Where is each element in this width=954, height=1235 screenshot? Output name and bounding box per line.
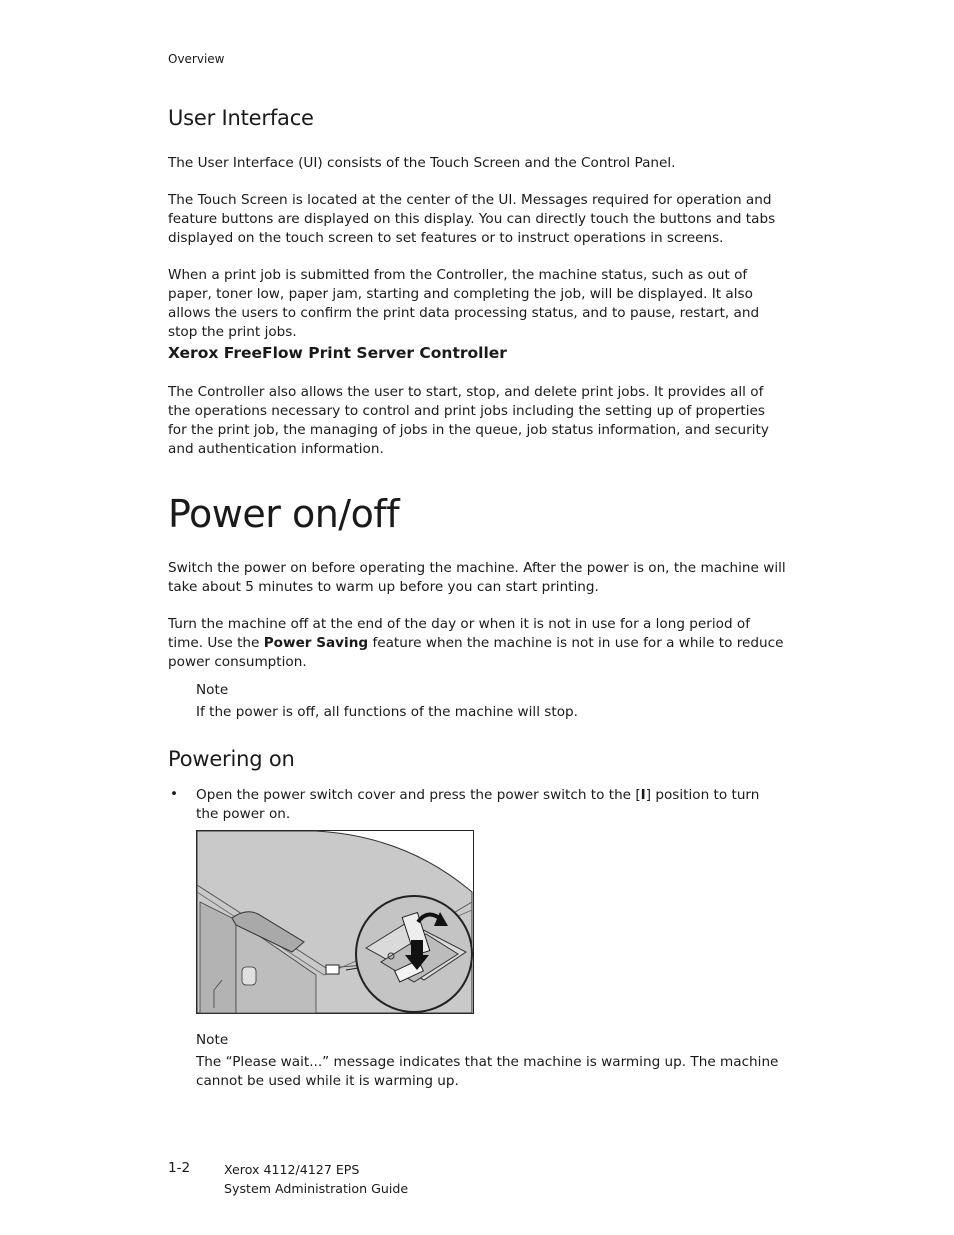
power-paragraph-2-end: feature when the machine is not in use for a while to reduce power consumption. [168,635,784,670]
note-text-powering-on: The “Please wait...” message indicates that the machine is warming up. The machine cannot be used while it is warming up. [196,1054,779,1089]
power-paragraph-2 [168,615,786,672]
power-switch-illustration [196,830,474,1014]
power-paragraph-2-start: Turn the machine off at the end of the day or when it is not in use for a long period of time. Use the [168,616,751,651]
footer-guide: System Administration Guide [224,1181,409,1196]
heading-powering-on: Powering on [168,747,295,771]
footer-text [224,1160,408,1198]
note-label-powering-on: Note [196,1032,229,1048]
power-saving-term: Power Saving [263,635,369,651]
heading-power-on-off: Power on/off [168,492,400,536]
power-paragraph-1: Switch the power on before operating the machine. After the power is on, the machine will take about 5 minutes to warm up before you can start printing. [168,560,786,595]
heading-user-interface: User Interface [168,106,314,130]
ui-paragraph-2: The Touch Screen is located at the center of the UI. Messages required for operation and feature buttons are displayed on this display. You can directly touch the buttons and tabs displayed on the touch screen to set features or to instruct operations in screens. [168,192,776,246]
controller-paragraph: The Controller also allows the user to start, stop, and delete print jobs. It provides all of the operations necessary to control and print jobs including the setting up of properties for the print job, the managing of jobs in the queue, job status information, and security and authentication information. [168,384,769,457]
heading-controller: Xerox FreeFlow Print Server Controller [168,344,507,362]
power-on-symbol: I [640,787,646,803]
footer-product: Xerox 4112/4127 EPS [224,1162,360,1177]
powering-on-step [196,786,786,824]
ui-paragraph-3: When a print job is submitted from the Controller, the machine status, such as out of paper, toner low, paper jam, starting and completing the job, will be displayed. It also allows the users to confirm the print data processing status, and to pause, restart, and stop the print jobs. [168,267,760,340]
page-number: 1-2 [168,1160,191,1176]
note-text-power: If the power is off, all functions of the machine will stop. [196,704,578,720]
running-header: Overview [168,52,225,66]
step-text-end: ] position to turn the power on. [196,787,760,822]
note-label-power: Note [196,682,229,698]
ui-paragraph-1: The User Interface (UI) consists of the Touch Screen and the Control Panel. [168,155,676,171]
step-text-start: Open the power switch cover and press the power switch to the [ [196,787,641,803]
bullet-marker: • [170,786,179,802]
